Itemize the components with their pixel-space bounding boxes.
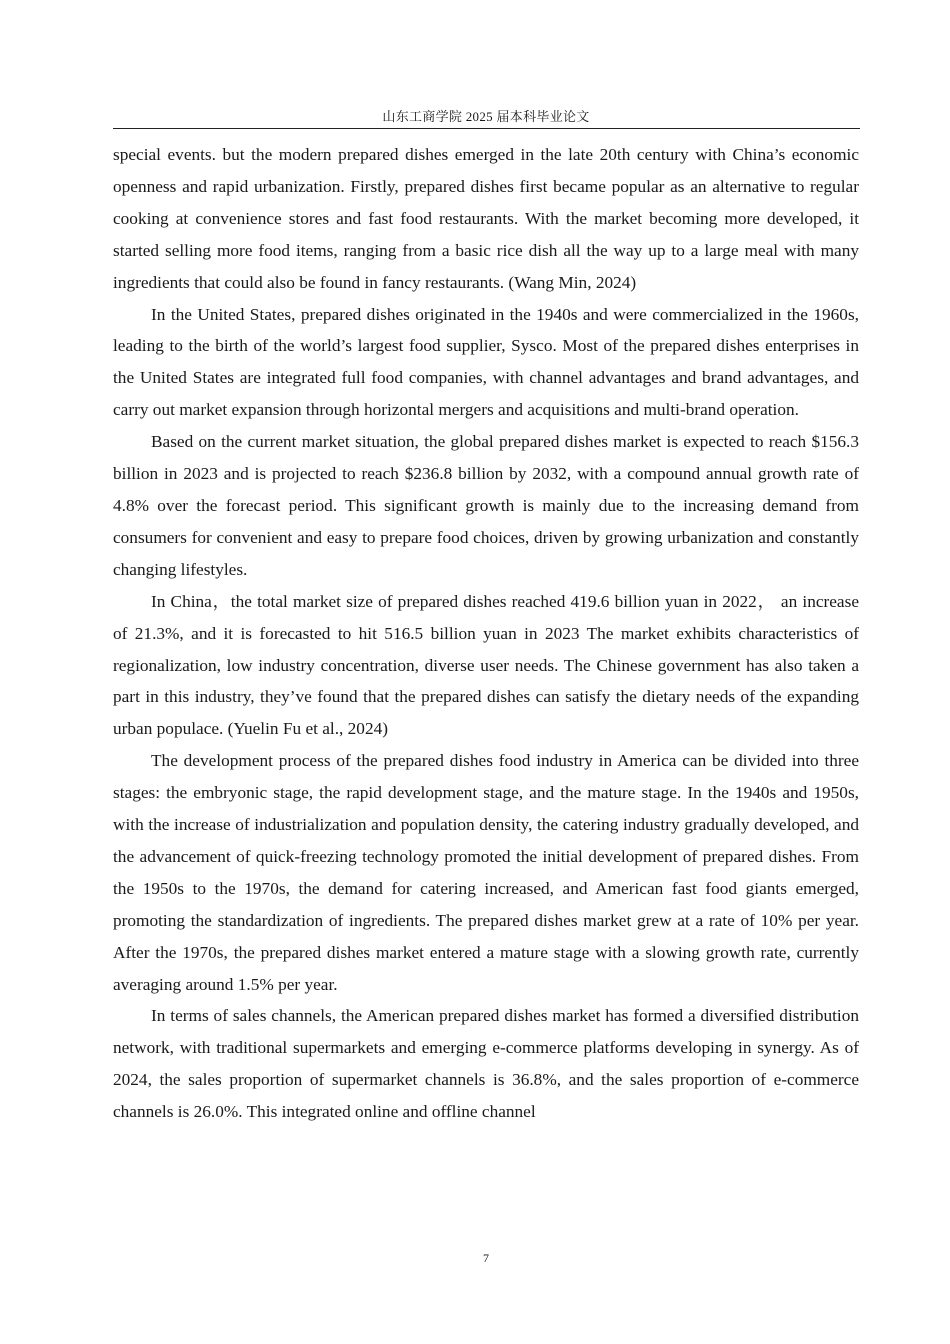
header-divider — [113, 128, 860, 129]
page-number: 7 — [483, 1251, 489, 1265]
paragraph-us-origins: In the United States, prepared dishes originated in the 1940s and were commercialized in the 1960s, leading to the birth of the world’s largest food supplier, Sysco. Most of the prepared dishes enterprises in the United States are integrated full food companies, with channel advantages and brand advantages, and carry out market expansion through horizontal mergers and acquisitions and multi-brand operation. — [113, 304, 859, 420]
paragraph-us-development-stages: The development process of the prepared dishes food industry in America can be divided into three stages: the embryonic stage, the rapid development stage, and the mature stage. In the 1940s and 1950s, with the increase of industrialization and population density, the catering industry gradually developed, and the advancement of quick-freezing technology promoted the initial development of prepared dishes. From the 1950s to the 1970s, the demand for catering increased, and American fast food giants emerged, promoting the standardization of ingredients. The prepared dishes market grew at a rate of 10% per year. After the 1970s, the prepared dishes market entered a mature stage with a slowing growth rate, currently averaging around 1.5% per year. — [113, 751, 859, 994]
paragraph-continued: special events. but the modern prepared dishes emerged in the late 20th century with China’s economic openness and rapid urbanization. Firstly, prepared dishes first became popular as an alternative to regular cooking at convenience stores and fast food restaurants. With the market becoming more developed, it started selling more food items, ranging from a basic rice dish all the way up to a large meal with many ingredients that could also be found in fancy restaurants. (Wang Min, 2024) — [113, 145, 859, 292]
paragraph-sales-channels: In terms of sales channels, the American prepared dishes market has formed a diversified distribution network, with traditional supermarkets and emerging e-commerce platforms developing in synergy. As of 2024, the sales proportion of supermarket channels is 36.8%, and the sales proportion of e-commerce channels is 26.0%. This integrated online and offline channel — [113, 1006, 859, 1122]
running-header: 山东工商学院 2025 届本科毕业论文 — [382, 109, 590, 124]
paragraph-china-market: In China，the total market size of prepared dishes reached 419.6 billion yuan in 2022， an increase of 21.3%, and it is forecasted to hit 516.5 billion yuan in 2023 The market exhibits characteristics of regionalization, low industry concentration, diverse user needs. The Chinese government has also taken a part in this industry, they’ve found that the prepared dishes can satisfy the dietary needs of the expanding urban populace. (Yuelin Fu et al., 2024) — [113, 591, 859, 739]
paragraph-global-market: Based on the current market situation, the global prepared dishes market is expected to reach $156.3 billion in 2023 and is projected to reach $236.8 billion by 2032, with a compound annual growth rate of 4.8% over the forecast period. This significant growth is mainly due to the increasing demand from consumers for convenient and easy to prepare food choices, driven by growing urbanization and constantly changing lifestyles. — [113, 432, 859, 579]
body-text — [113, 139, 859, 1128]
